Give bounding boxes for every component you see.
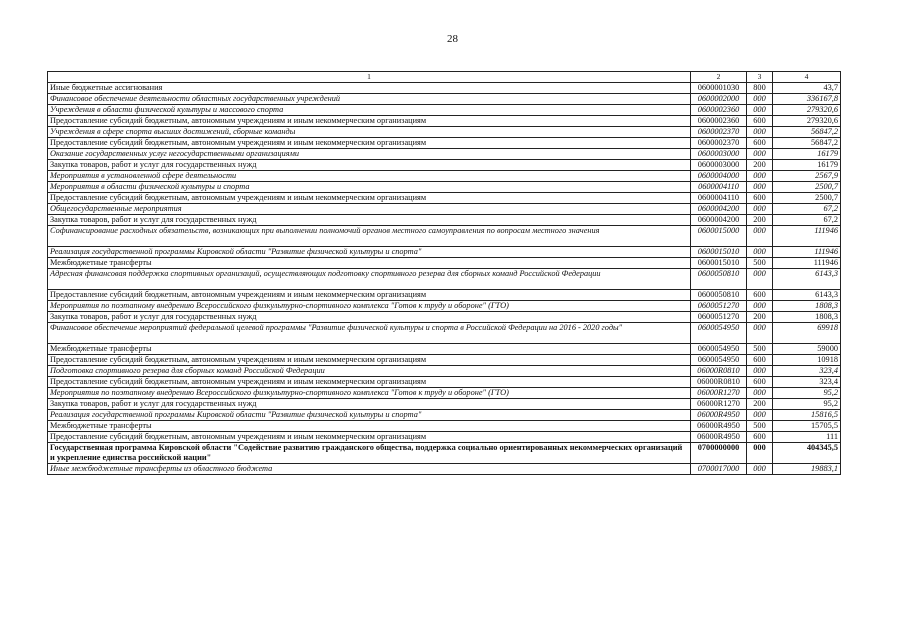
table-row <box>48 171 841 182</box>
row-vr-cell: 000 <box>747 94 773 105</box>
row-sum-cell: 1808,3 <box>773 312 841 323</box>
row-vr-cell: 000 <box>747 204 773 215</box>
table-row <box>48 258 841 269</box>
row-sum-cell: 19883,1 <box>773 464 841 475</box>
table-row <box>48 388 841 399</box>
row-code-cell: 0600054950 <box>691 323 747 344</box>
row-code-cell: 0600054950 <box>691 355 747 366</box>
table-row <box>48 160 841 171</box>
row-name-cell: Мероприятия в области физической культуры и спорта <box>48 182 691 193</box>
row-sum-cell: 67,2 <box>773 204 841 215</box>
row-sum-cell: 67,2 <box>773 215 841 226</box>
row-name-cell: Иные межбюджетные трансферты из областного бюджета <box>48 464 691 475</box>
row-vr-cell: 000 <box>747 247 773 258</box>
row-code-cell: 0600051270 <box>691 312 747 323</box>
row-sum-cell: 111946 <box>773 247 841 258</box>
row-vr-cell: 000 <box>747 388 773 399</box>
table-row <box>48 312 841 323</box>
row-sum-cell: 56847,2 <box>773 138 841 149</box>
row-vr-cell: 600 <box>747 193 773 204</box>
table-row <box>48 226 841 247</box>
row-name-cell: Мероприятия по поэтапному внедрению Всероссийского физкультурно-спортивного комплекса "Готов к труду и обороне" (ГТО) <box>48 388 691 399</box>
table-row <box>48 204 841 215</box>
row-code-cell: 0700000000 <box>691 443 747 464</box>
row-name-cell: Закупка товаров, работ и услуг для государственных нужд <box>48 215 691 226</box>
row-sum-cell: 15816,5 <box>773 410 841 421</box>
budget-table-body <box>48 72 841 475</box>
row-code-cell: 06000R0810 <box>691 377 747 388</box>
row-code-cell: 0600002360 <box>691 105 747 116</box>
row-vr-cell: 200 <box>747 160 773 171</box>
row-sum-cell: 59000 <box>773 344 841 355</box>
row-vr-cell: 600 <box>747 377 773 388</box>
row-vr-cell: 000 <box>747 301 773 312</box>
table-row <box>48 116 841 127</box>
row-vr-cell: 000 <box>747 464 773 475</box>
row-code-cell: 0700017000 <box>691 464 747 475</box>
row-vr-cell: 000 <box>747 323 773 344</box>
row-sum-cell: 56847,2 <box>773 127 841 138</box>
table-row <box>48 247 841 258</box>
row-sum-cell: 2500,7 <box>773 182 841 193</box>
row-name-cell: Предоставление субсидий бюджетным, автономным учреждениям и иным некоммерческим организациям <box>48 193 691 204</box>
table-row <box>48 193 841 204</box>
table-row <box>48 443 841 464</box>
row-name-cell: Оказание государственных услуг негосударственными организациями <box>48 149 691 160</box>
row-code-cell: 0600002000 <box>691 94 747 105</box>
row-code-cell: 06000R4950 <box>691 432 747 443</box>
table-row <box>48 269 841 290</box>
row-sum-cell: 6143,3 <box>773 269 841 290</box>
row-sum-cell: 16179 <box>773 160 841 171</box>
row-name-cell: Адресная финансовая поддержка спортивных организаций, осуществляющих подготовку спортивного резерва для сборных команд Российской Федерации <box>48 269 691 290</box>
row-vr-cell: 000 <box>747 182 773 193</box>
row-code-cell: 06000R4950 <box>691 421 747 432</box>
table-row <box>48 149 841 160</box>
row-code-cell: 0600051270 <box>691 301 747 312</box>
row-sum-cell: 15705,5 <box>773 421 841 432</box>
row-name-cell: Предоставление субсидий бюджетным, автономным учреждениям и иным некоммерческим организациям <box>48 432 691 443</box>
row-sum-cell: 279320,6 <box>773 116 841 127</box>
row-vr-cell: 000 <box>747 366 773 377</box>
row-sum-cell: 16179 <box>773 149 841 160</box>
row-vr-cell: 600 <box>747 355 773 366</box>
row-sum-cell: 111946 <box>773 258 841 269</box>
row-code-cell: 0600054950 <box>691 344 747 355</box>
page-number: 28 <box>447 33 458 45</box>
row-name-cell: Межбюджетные трансферты <box>48 421 691 432</box>
row-code-cell: 06000R1270 <box>691 399 747 410</box>
row-name-cell: Финансовое обеспечение деятельности областных государственных учреждений <box>48 94 691 105</box>
row-sum-cell: 95,2 <box>773 399 841 410</box>
row-code-cell: 0600050810 <box>691 269 747 290</box>
row-sum-cell: 43,7 <box>773 83 841 94</box>
row-name-cell: Общегосударственные мероприятия <box>48 204 691 215</box>
row-code-cell: 0600004200 <box>691 204 747 215</box>
row-vr-cell: 000 <box>747 149 773 160</box>
table-row <box>48 105 841 116</box>
table-row <box>48 127 841 138</box>
row-sum-cell: 1808,3 <box>773 301 841 312</box>
row-sum-cell: 111 <box>773 432 841 443</box>
row-code-cell: 0600050810 <box>691 290 747 301</box>
row-code-cell: 0600004110 <box>691 193 747 204</box>
header-col-2: 2 <box>691 72 747 83</box>
row-vr-cell: 200 <box>747 399 773 410</box>
row-name-cell: Подготовка спортивного резерва для сборных команд Российской Федерации <box>48 366 691 377</box>
budget-table <box>47 71 841 475</box>
row-vr-cell: 500 <box>747 421 773 432</box>
row-name-cell: Закупка товаров, работ и услуг для государственных нужд <box>48 160 691 171</box>
row-code-cell: 0600004200 <box>691 215 747 226</box>
table-row <box>48 377 841 388</box>
row-vr-cell: 500 <box>747 258 773 269</box>
row-vr-cell: 200 <box>747 312 773 323</box>
row-name-cell: Закупка товаров, работ и услуг для государственных нужд <box>48 312 691 323</box>
row-code-cell: 0600015010 <box>691 247 747 258</box>
row-name-cell: Реализация государственной программы Кировской области "Развитие физической культуры и спорта" <box>48 247 691 258</box>
row-vr-cell: 000 <box>747 269 773 290</box>
row-name-cell: Иные бюджетные ассигнования <box>48 83 691 94</box>
header-col-1: 1 <box>48 72 691 83</box>
row-name-cell: Государственная программа Кировской области "Содействие развитию гражданского общества, поддержка социально ориентированных некоммерческих организаций и укрепление единства российской нации" <box>48 443 691 464</box>
row-sum-cell: 323,4 <box>773 366 841 377</box>
row-sum-cell: 6143,3 <box>773 290 841 301</box>
row-sum-cell: 2500,7 <box>773 193 841 204</box>
row-name-cell: Предоставление субсидий бюджетным, автономным учреждениям и иным некоммерческим организациям <box>48 138 691 149</box>
row-name-cell: Мероприятия в установленной сфере деятельности <box>48 171 691 182</box>
row-code-cell: 0600003000 <box>691 149 747 160</box>
header-col-4: 4 <box>773 72 841 83</box>
table-row <box>48 94 841 105</box>
row-code-cell: 0600004110 <box>691 182 747 193</box>
table-row <box>48 138 841 149</box>
table-row <box>48 344 841 355</box>
row-sum-cell: 69918 <box>773 323 841 344</box>
table-row <box>48 366 841 377</box>
row-code-cell: 0600004000 <box>691 171 747 182</box>
row-name-cell: Финансовое обеспечение мероприятий федеральной целевой программы "Развитие физической культуры и спорта в Российской Федерации на 2016 - 2020 годы" <box>48 323 691 344</box>
table-row <box>48 182 841 193</box>
row-vr-cell: 600 <box>747 138 773 149</box>
table-row <box>48 290 841 301</box>
row-code-cell: 06000R1270 <box>691 388 747 399</box>
row-vr-cell: 000 <box>747 105 773 116</box>
row-vr-cell: 000 <box>747 410 773 421</box>
row-sum-cell: 95,2 <box>773 388 841 399</box>
table-row <box>48 410 841 421</box>
row-vr-cell: 000 <box>747 127 773 138</box>
row-sum-cell: 111946 <box>773 226 841 247</box>
row-vr-cell: 600 <box>747 116 773 127</box>
table-row <box>48 464 841 475</box>
row-vr-cell: 500 <box>747 344 773 355</box>
row-code-cell: 0600001030 <box>691 83 747 94</box>
row-name-cell: Софинансирование расходных обязательств, возникающих при выполнении полномочий органов местного самоуправления по вопросам местного значения <box>48 226 691 247</box>
row-name-cell: Учреждения в области физической культуры и массового спорта <box>48 105 691 116</box>
row-sum-cell: 336167,8 <box>773 94 841 105</box>
table-row <box>48 355 841 366</box>
row-code-cell: 0600002360 <box>691 116 747 127</box>
header-col-3: 3 <box>747 72 773 83</box>
row-code-cell: 0600015010 <box>691 258 747 269</box>
table-row <box>48 399 841 410</box>
table-row <box>48 301 841 312</box>
table-row <box>48 432 841 443</box>
row-code-cell: 0600002370 <box>691 127 747 138</box>
table-row <box>48 215 841 226</box>
row-name-cell: Мероприятия по поэтапному внедрению Всероссийского физкультурно-спортивного комплекса "Готов к труду и обороне" (ГТО) <box>48 301 691 312</box>
row-name-cell: Закупка товаров, работ и услуг для государственных нужд <box>48 399 691 410</box>
row-name-cell: Межбюджетные трансферты <box>48 258 691 269</box>
row-code-cell: 06000R4950 <box>691 410 747 421</box>
row-sum-cell: 404345,5 <box>773 443 841 464</box>
row-sum-cell: 10918 <box>773 355 841 366</box>
row-code-cell: 06000R0810 <box>691 366 747 377</box>
row-code-cell: 0600003000 <box>691 160 747 171</box>
row-sum-cell: 2567,9 <box>773 171 841 182</box>
row-vr-cell: 000 <box>747 226 773 247</box>
table-header-row <box>48 72 841 83</box>
row-sum-cell: 279320,6 <box>773 105 841 116</box>
row-sum-cell: 323,4 <box>773 377 841 388</box>
table-row <box>48 323 841 344</box>
row-name-cell: Предоставление субсидий бюджетным, автономным учреждениям и иным некоммерческим организациям <box>48 355 691 366</box>
table-row <box>48 421 841 432</box>
row-code-cell: 0600015000 <box>691 226 747 247</box>
row-vr-cell: 000 <box>747 171 773 182</box>
row-name-cell: Предоставление субсидий бюджетным, автономным учреждениям и иным некоммерческим организациям <box>48 377 691 388</box>
row-name-cell: Реализация государственной программы Кировской области "Развитие физической культуры и спорта" <box>48 410 691 421</box>
row-name-cell: Учреждения в сфере спорта высших достижений, сборные команды <box>48 127 691 138</box>
row-vr-cell: 600 <box>747 432 773 443</box>
row-vr-cell: 800 <box>747 83 773 94</box>
table-row <box>48 83 841 94</box>
row-code-cell: 0600002370 <box>691 138 747 149</box>
row-vr-cell: 200 <box>747 215 773 226</box>
row-name-cell: Предоставление субсидий бюджетным, автономным учреждениям и иным некоммерческим организациям <box>48 290 691 301</box>
row-name-cell: Межбюджетные трансферты <box>48 344 691 355</box>
row-vr-cell: 600 <box>747 290 773 301</box>
row-name-cell: Предоставление субсидий бюджетным, автономным учреждениям и иным некоммерческим организациям <box>48 116 691 127</box>
row-vr-cell: 000 <box>747 443 773 464</box>
